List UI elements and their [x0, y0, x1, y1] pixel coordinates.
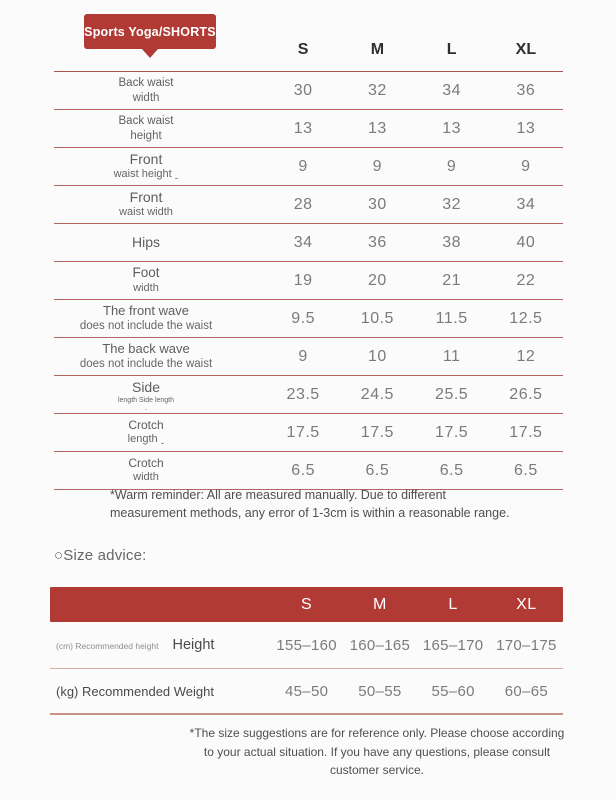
value-cell: 9.5 — [291, 309, 315, 327]
row-label-main: The front wave — [103, 303, 189, 319]
table-row-front-waist-width — [54, 186, 563, 224]
value-cell: 155–160 — [276, 636, 337, 654]
measurement-table — [54, 29, 563, 490]
row-label-sub: width — [133, 282, 159, 295]
value-cell: 22 — [516, 271, 536, 289]
row-label-sub: height — [130, 129, 162, 142]
value-cell: 9 — [372, 157, 383, 175]
value-cell: 17.5 — [435, 423, 469, 441]
row-label-main: Crotch — [128, 456, 164, 471]
table-row-side-length — [54, 376, 563, 414]
value-cell: 19 — [293, 271, 313, 289]
row-label-main: Side — [131, 379, 161, 396]
row-label — [54, 151, 266, 182]
value-cell: 17.5 — [360, 423, 394, 441]
column-header-s: S — [301, 595, 313, 613]
row-label — [54, 76, 266, 105]
value-cell: 50–55 — [358, 682, 402, 700]
row-label-sub: width — [132, 91, 160, 104]
row-label-unit: (cm) Recommended height — [56, 641, 159, 651]
value-cell: 26.5 — [509, 385, 543, 403]
row-label — [54, 265, 266, 296]
row-label-sub: width — [133, 471, 159, 484]
row-label — [50, 684, 270, 699]
row-label-mark: ˍ — [145, 404, 147, 411]
table-row-front-waist-height — [54, 148, 563, 186]
table-row-crotch-width — [54, 452, 563, 490]
table-row-foot-width — [54, 262, 563, 300]
value-cell: 60–65 — [504, 682, 548, 700]
row-label-main: Back waist — [118, 115, 174, 128]
value-cell: 32 — [367, 81, 387, 99]
value-cell: 38 — [442, 233, 462, 251]
row-label-main: Foot — [132, 265, 160, 281]
row-label-sub: length Side length — [117, 396, 175, 404]
value-cell: 21 — [442, 271, 462, 289]
row-label — [54, 234, 266, 252]
value-cell: 30 — [367, 195, 387, 213]
size-advice-header-bar — [50, 587, 563, 622]
column-header-m: M — [372, 595, 387, 613]
value-cell: 24.5 — [360, 385, 394, 403]
value-cell: 45–50 — [285, 682, 329, 700]
table-row-back-waist-height — [54, 110, 563, 148]
value-cell: 32 — [442, 195, 462, 213]
value-cell: 25.5 — [435, 385, 469, 403]
value-cell: 40 — [516, 233, 536, 251]
measurement-table-header — [54, 29, 563, 72]
row-label — [54, 418, 266, 447]
row-label-sub: waist height ˍ — [113, 168, 179, 181]
value-cell: 34 — [293, 233, 313, 251]
value-cell: 17.5 — [286, 423, 320, 441]
row-label — [54, 114, 266, 143]
row-label — [54, 189, 266, 220]
value-cell: 10 — [367, 347, 387, 365]
column-header-l: L — [446, 41, 457, 58]
value-cell: 6.5 — [439, 461, 464, 479]
table-row-front-wave — [54, 300, 563, 338]
row-label-main: Crotch — [128, 418, 164, 433]
size-advice-footnote: *The size suggestions are for reference only. Please choose according to your actual situation. If you have any questions, please consult customer service. — [189, 726, 565, 778]
row-label — [54, 456, 266, 485]
row-label — [50, 637, 270, 653]
value-cell: 6.5 — [365, 461, 390, 479]
table-row-back-wave — [54, 338, 563, 376]
value-cell: 34 — [442, 81, 462, 99]
value-cell: 6.5 — [514, 461, 538, 479]
value-cell: 160–165 — [349, 636, 411, 654]
product-badge-label: Sports Yoga/SHORTS — [84, 24, 216, 39]
advice-row-weight — [50, 669, 563, 715]
value-cell: 13 — [516, 119, 536, 137]
column-header-s: S — [297, 41, 309, 58]
value-cell: 12.5 — [509, 309, 543, 327]
value-cell: 165–170 — [422, 636, 484, 654]
value-cell: 55–60 — [431, 682, 475, 700]
value-cell: 23.5 — [286, 385, 320, 403]
row-label-main: Back waist — [118, 77, 174, 90]
value-cell: 13 — [293, 119, 313, 137]
row-label-main: Front — [129, 188, 163, 205]
row-label-main: (kg) Recommended Weight — [56, 683, 214, 699]
value-cell: 12 — [516, 347, 536, 365]
value-cell: 9 — [521, 157, 531, 175]
value-cell: 20 — [367, 271, 387, 289]
value-cell: 9 — [298, 157, 308, 175]
column-header-xl: XL — [515, 41, 537, 58]
table-row-crotch-length — [54, 414, 563, 452]
row-label-main: The back wave — [102, 341, 190, 357]
value-cell: 36 — [516, 81, 536, 99]
row-label-sub: length ˍ — [127, 433, 165, 446]
warm-reminder-note: *Warm reminder: All are measured manually. Due to different measurement methods, any error of 1-3cm is within a reasonable range. — [110, 488, 510, 521]
value-cell: 9 — [298, 347, 308, 365]
row-label — [54, 379, 266, 409]
row-label-sub: does not include the waist — [79, 320, 213, 333]
value-cell: 11 — [442, 347, 461, 365]
value-cell: 10.5 — [360, 309, 394, 327]
row-label — [54, 303, 266, 334]
value-cell: 34 — [516, 195, 536, 213]
value-cell: 13 — [367, 119, 387, 137]
column-header-xl: XL — [516, 595, 537, 613]
row-label — [54, 341, 266, 372]
size-advice-heading: ○Size advice: — [54, 547, 147, 564]
table-row-hips — [54, 224, 563, 262]
advice-row-height — [50, 622, 563, 669]
value-cell: 17.5 — [509, 423, 543, 441]
row-label-main: Height — [172, 637, 215, 653]
row-label-sub: does not include the waist — [79, 358, 213, 371]
value-cell: 13 — [442, 119, 462, 137]
value-cell: 9 — [446, 157, 457, 175]
value-cell: 6.5 — [291, 461, 315, 479]
value-cell: 11.5 — [435, 309, 468, 327]
row-label-main: Hips — [131, 233, 160, 250]
value-cell: 28 — [293, 195, 313, 213]
row-label-sub: waist width — [119, 206, 173, 219]
column-header-l: L — [448, 595, 458, 613]
column-header-m: M — [370, 41, 385, 58]
size-advice-table — [50, 587, 563, 715]
value-cell: 170–175 — [496, 636, 557, 654]
row-label-main: Front — [129, 150, 163, 167]
value-cell: 36 — [367, 233, 387, 251]
value-cell: 30 — [293, 81, 313, 99]
table-row-back-waist-width — [54, 72, 563, 110]
